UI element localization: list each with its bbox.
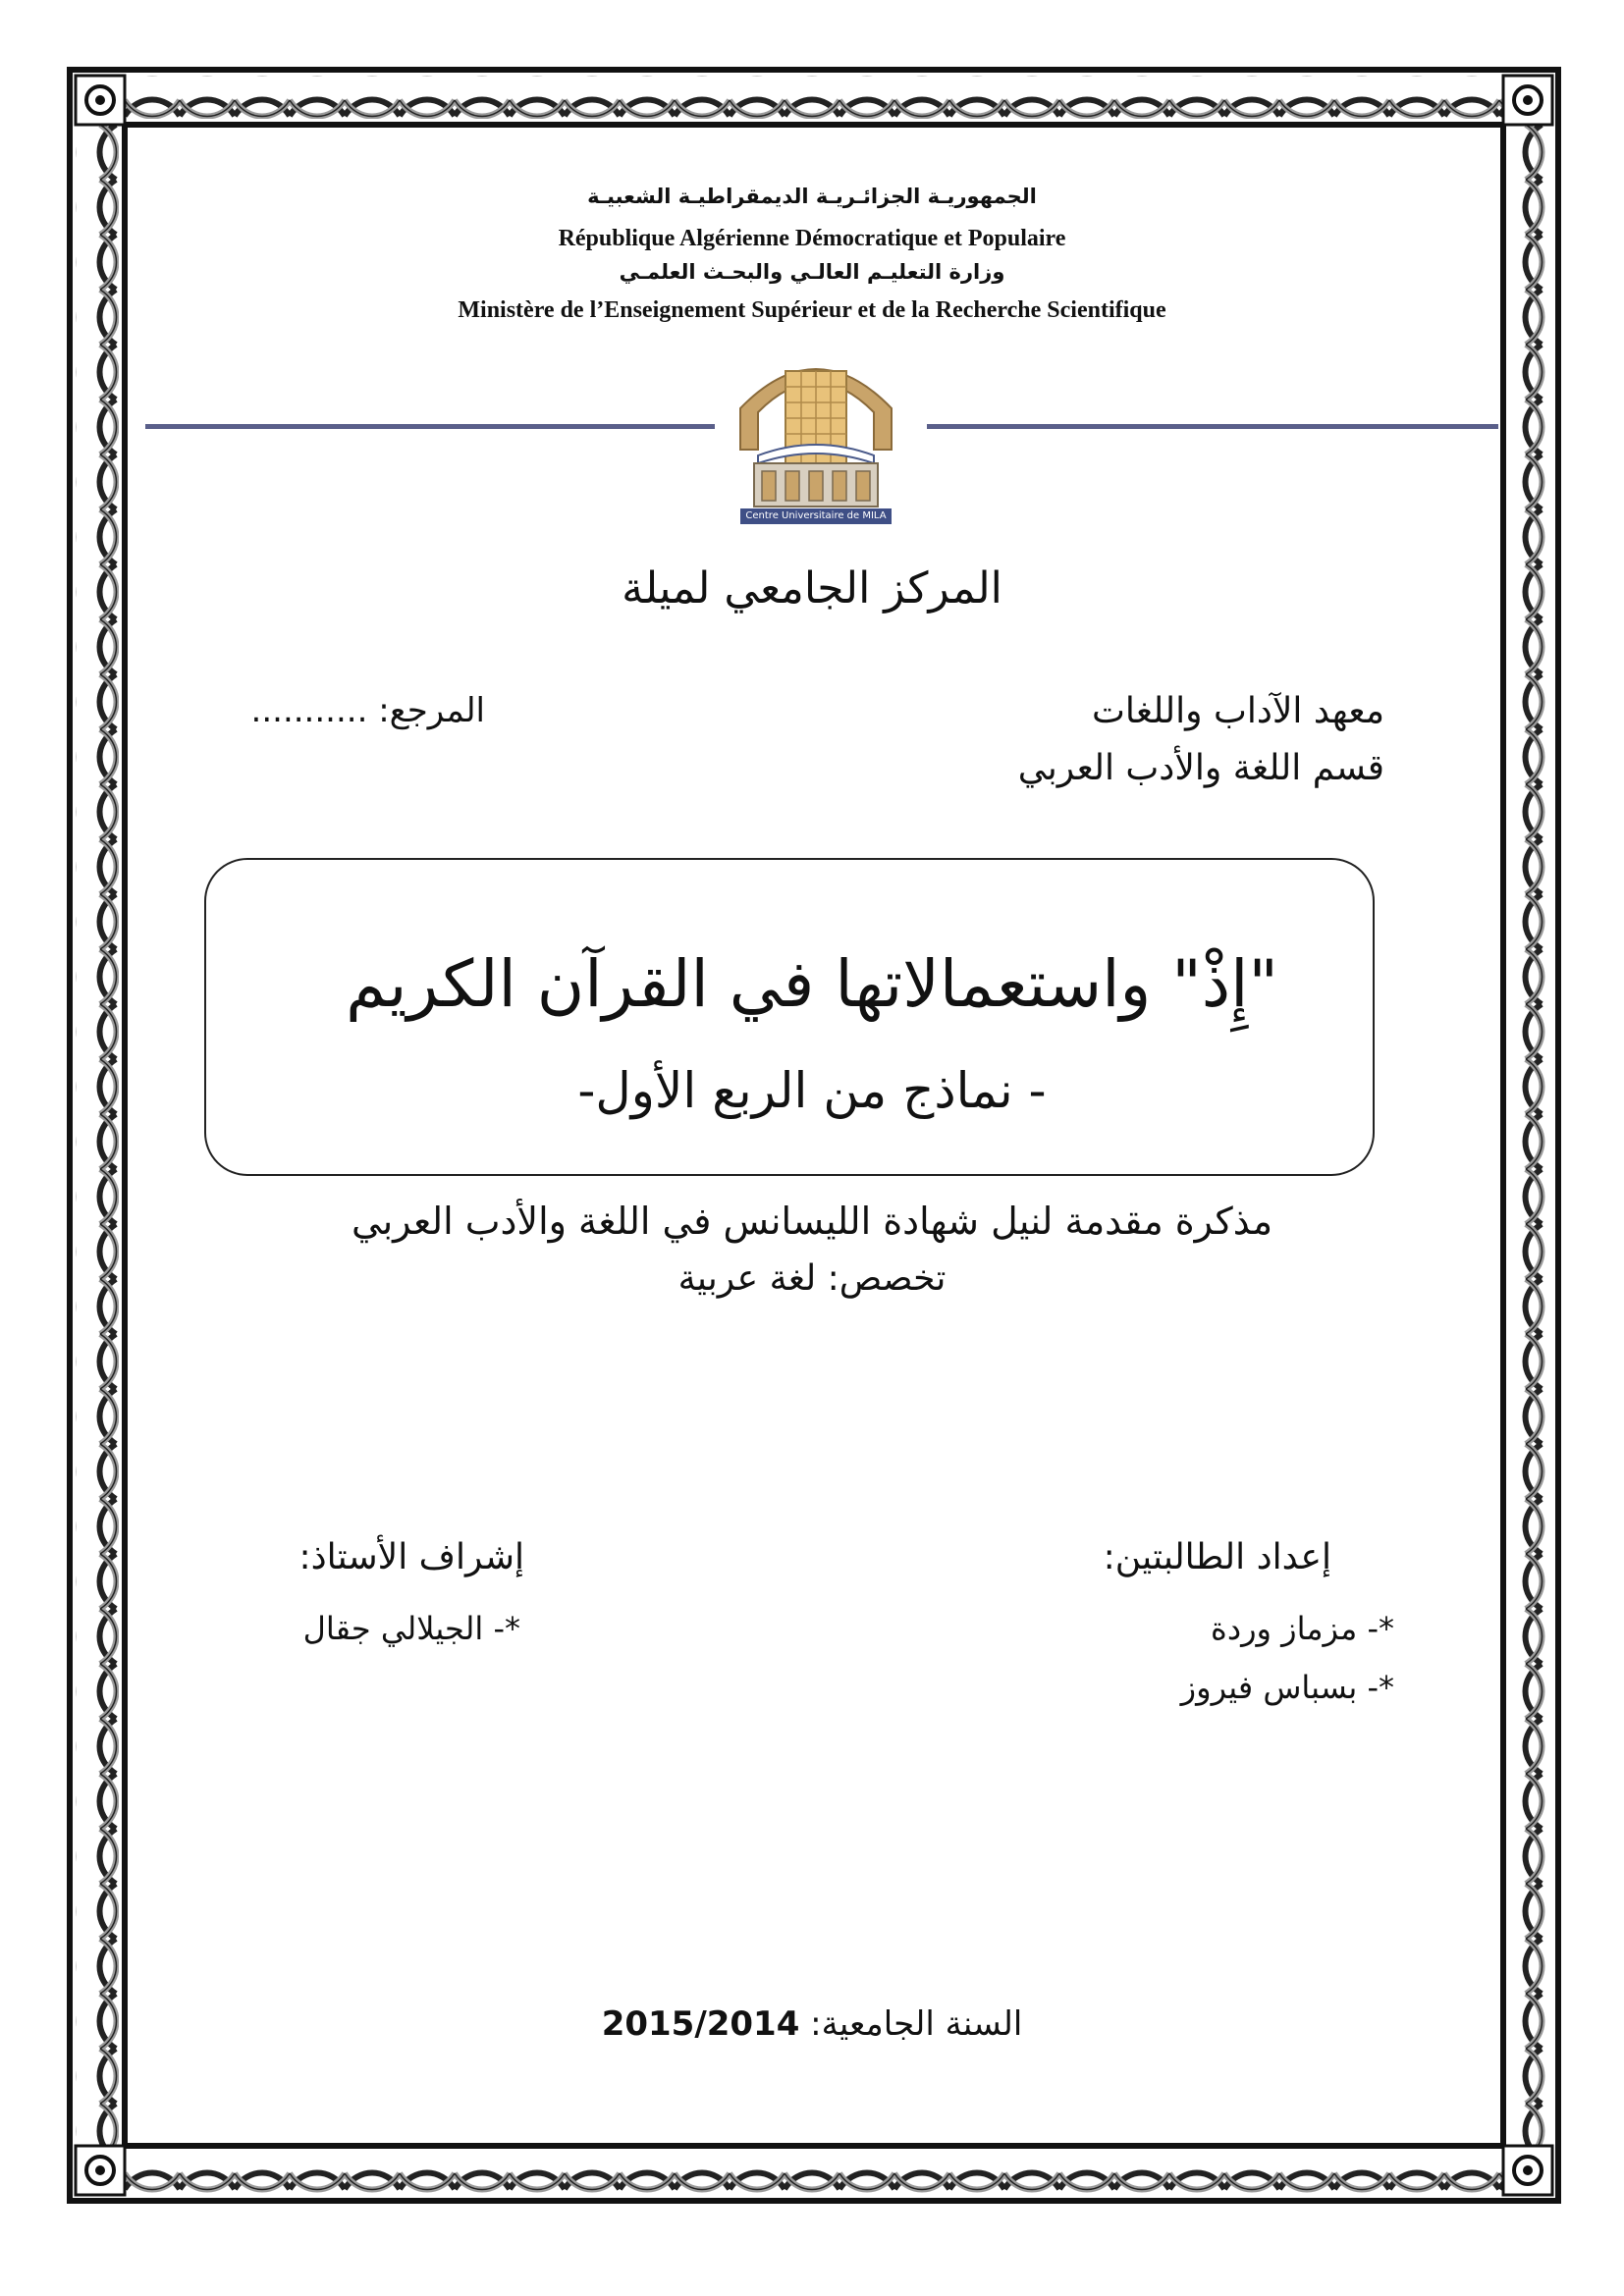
ministry-french: Ministère de l’Enseignement Supérieur et de la Recherche Scientifique: [458, 297, 1166, 323]
thesis-specialty: تخصص: لغة عربية: [677, 1258, 947, 1299]
academic-year: [0, 2004, 1624, 2044]
supervisor-label: إشراف الأستاذ:: [298, 1537, 524, 1577]
ministry-arabic: وزارة التعليـم العالـي والبحـث العلمـي: [619, 260, 1005, 284]
academic-year-value: 2015/2014: [601, 2004, 800, 2044]
republic-arabic: الجمهوريـة الجزائـريـة الديمقراطيـة الشعبيـة: [587, 185, 1037, 208]
republic-french: République Algérienne Démocratique et Populaire: [558, 226, 1066, 251]
department-name: قسم اللغة والأدب العربي: [1017, 748, 1384, 788]
thesis-title: "إِذْ" واستعمالاتها في القرآن الكريم: [346, 946, 1278, 1022]
student-name: *- مزماز وردة: [1211, 1610, 1394, 1647]
students-label: إعداد الطالبتين:: [1103, 1537, 1331, 1577]
logo-caption: Centre Universitaire de MILA: [745, 510, 887, 521]
reference-field: المرجع: ...........: [250, 691, 485, 730]
header-rule-left: [145, 424, 715, 429]
institute-name: معهد الآداب واللغات: [1092, 691, 1384, 731]
academic-year-label: السنة الجامعية:: [799, 2004, 1023, 2044]
university-logo: [729, 340, 903, 526]
thesis-subtitle: - نماذج من الربع الأول-: [577, 1062, 1047, 1119]
header-rule-right: [927, 424, 1498, 429]
thesis-purpose: مذكرة مقدمة لنيل شهادة الليسانس في اللغة والأدب العربي: [351, 1200, 1273, 1243]
student-name: *- بسباس فيروز: [1180, 1669, 1394, 1706]
supervisor-name: *- الجيلالي جقال: [302, 1610, 520, 1647]
institution-name: المركز الجامعي لميلة: [622, 563, 1002, 614]
building-icon: [729, 340, 903, 526]
